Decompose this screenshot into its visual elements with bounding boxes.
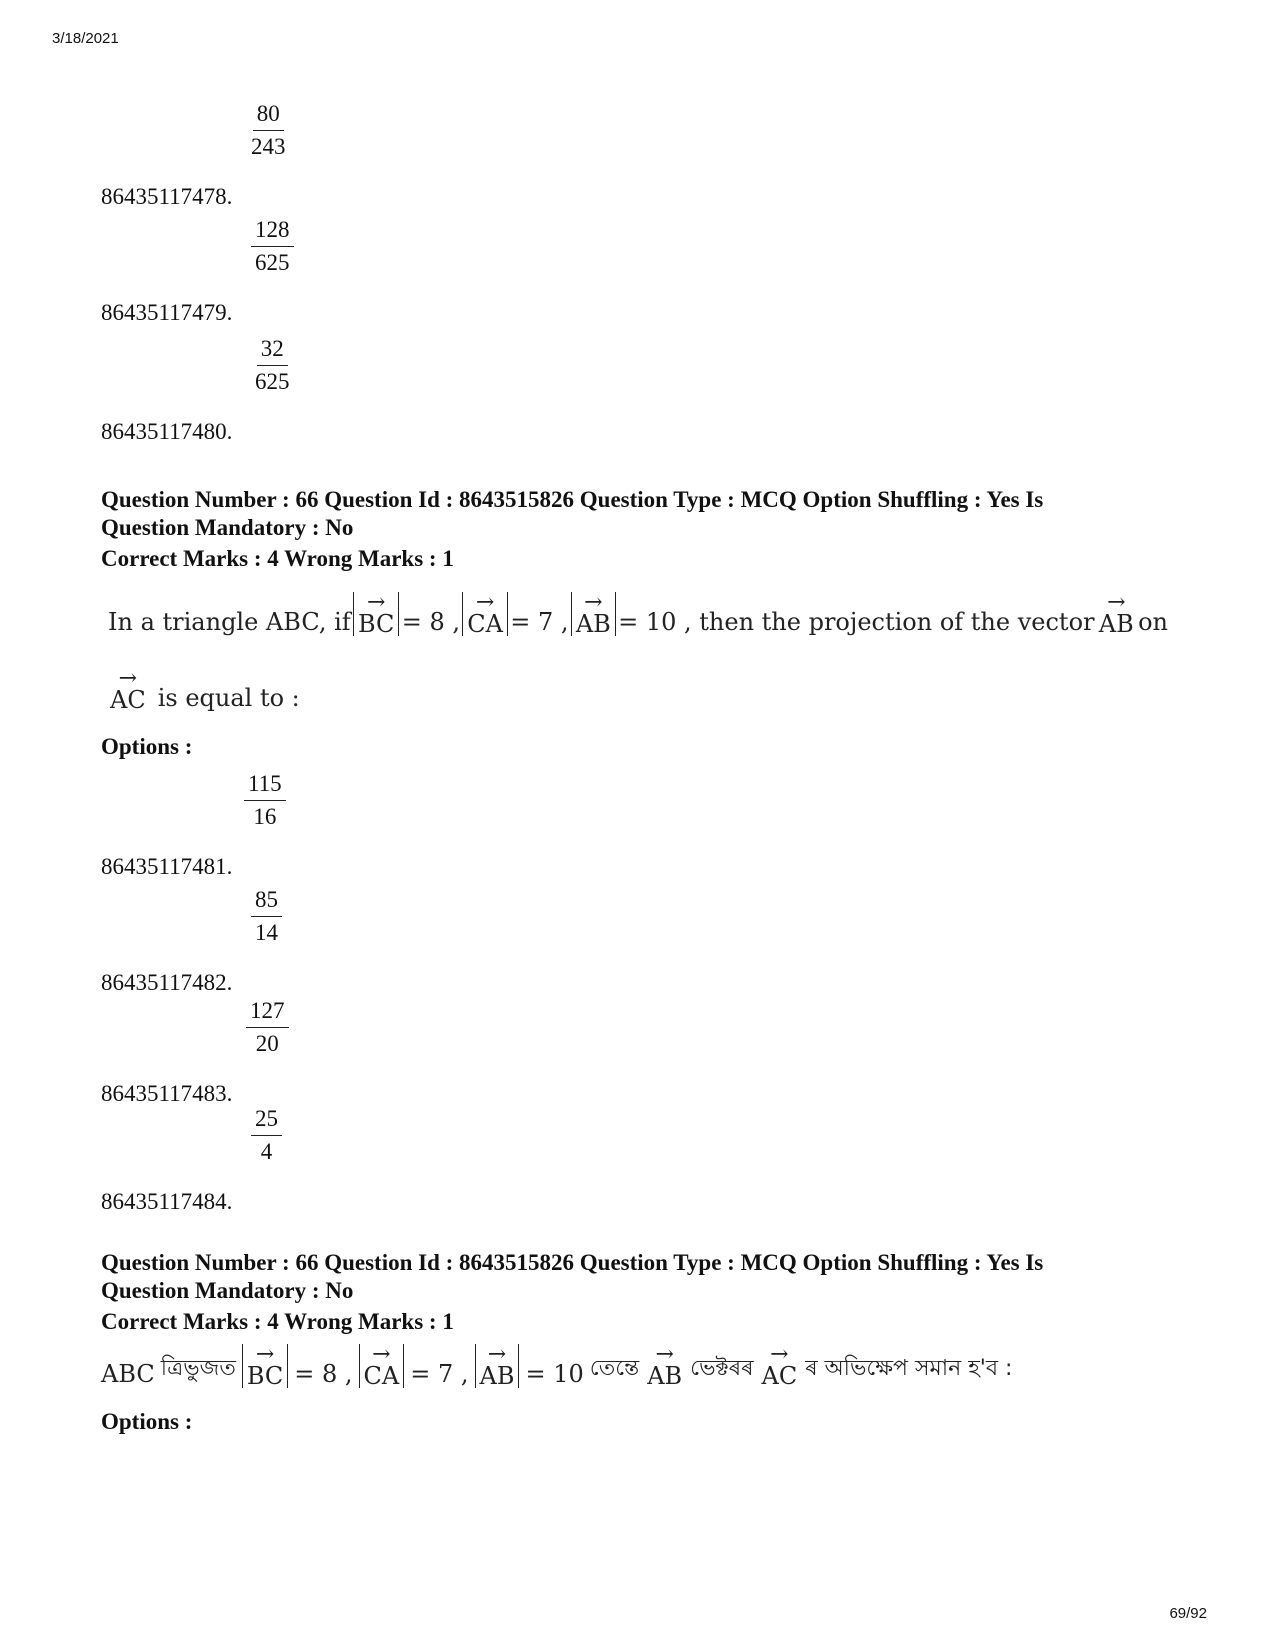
option-fraction: [244, 770, 286, 830]
fraction-denominator: 14: [255, 919, 278, 945]
option-item: [101, 997, 521, 1107]
vector-ca: CA: [363, 1362, 400, 1390]
option-id: 86435117484.: [101, 1189, 233, 1214]
vector-ab-2: → AB: [1098, 590, 1134, 638]
fraction-numerator: 32: [257, 335, 288, 366]
word-on: on: [1138, 608, 1168, 636]
question-header-line2: Question Mandatory : No: [101, 515, 354, 540]
option-item: [101, 216, 521, 326]
option-fraction: [251, 100, 286, 160]
option-item: [101, 770, 521, 880]
eq-7: = 7 ,: [410, 1360, 469, 1388]
vector-bc: BC: [246, 1362, 284, 1390]
fraction-numerator: 127: [246, 997, 289, 1028]
fraction-numerator: 80: [253, 100, 284, 131]
option-fraction: [251, 1105, 282, 1165]
magnitude-ca: → CA: [462, 592, 508, 636]
marks-line: Correct Marks : 4 Wrong Marks : 1: [101, 1309, 454, 1334]
eq-10-text: = 10 , then the projection of the vector: [618, 608, 1095, 636]
marks-line: Correct Marks : 4 Wrong Marks : 1: [101, 546, 454, 571]
vector-ab-2-label: AB: [647, 1362, 683, 1390]
vector-ca: CA: [467, 610, 503, 638]
question-text-line2: [108, 668, 300, 712]
word-tente: তেন্তে: [589, 1356, 640, 1381]
fraction-denominator: 625: [255, 368, 290, 394]
fraction-numerator: 115: [244, 770, 286, 801]
question-header-line1: Question Number : 66 Question Id : 8643515826 Question Type : MCQ Option Shuffling : Yes Is: [101, 487, 1044, 512]
eq-8: = 8 ,: [401, 608, 460, 636]
option-id: 86435117481.: [101, 854, 233, 879]
question-intro: In a triangle ABC, if: [108, 608, 351, 636]
fraction-numerator: 25: [251, 1105, 282, 1136]
magnitude-ab: → AB: [571, 592, 616, 636]
question-tail: is equal to :: [157, 684, 300, 712]
fraction-denominator: 16: [253, 803, 277, 829]
option-id: 86435117478.: [101, 184, 233, 209]
question-text-line1: [108, 592, 1168, 636]
triangle-abc: ABC: [101, 1360, 155, 1388]
vector-ac-label: AC: [110, 686, 146, 714]
option-id: 86435117480.: [101, 419, 233, 444]
option-item: [101, 100, 521, 210]
question-header: [101, 486, 1181, 542]
option-item: [101, 1105, 521, 1215]
question-text-assamese: [101, 1344, 1012, 1388]
option-id: 86435117479.: [101, 300, 233, 325]
option-fraction: [246, 997, 289, 1057]
option-item: [101, 335, 521, 445]
magnitude-ab: → AB: [475, 1344, 520, 1388]
vector-ac-label: AC: [761, 1362, 798, 1390]
word-trivujot: ত্ৰিভুজত: [160, 1356, 236, 1381]
print-date: 3/18/2021: [52, 30, 119, 47]
fraction-numerator: 128: [251, 216, 294, 247]
magnitude-bc: → BC: [242, 1344, 288, 1388]
vector-ac: → AC: [110, 666, 146, 714]
magnitude-bc: → BC: [353, 592, 399, 636]
fraction-denominator: 625: [255, 249, 290, 275]
vector-ab-2-label: AB: [1098, 610, 1134, 638]
vector-ab-2: → AB: [647, 1342, 683, 1390]
word-vectoror: ভেক্টৰৰ: [690, 1356, 754, 1381]
option-fraction: [251, 886, 282, 946]
eq-7: = 7 ,: [510, 608, 569, 636]
magnitude-ca: → CA: [359, 1344, 405, 1388]
question-header-line2: Question Mandatory : No: [101, 1278, 354, 1303]
question-header-line1: Question Number : 66 Question Id : 8643515826 Question Type : MCQ Option Shuffling : Yes Is: [101, 1250, 1044, 1275]
fraction-denominator: 4: [260, 1138, 273, 1164]
fraction-numerator: 85: [251, 886, 282, 917]
options-label: Options :: [101, 734, 193, 759]
option-fraction: [251, 216, 294, 276]
page-number: 69/92: [1169, 1605, 1207, 1622]
question-tail-assamese: ৰ অভিক্ষেপ সমান হ'ব :: [805, 1356, 1013, 1381]
eq-10: = 10: [525, 1360, 584, 1388]
vector-ab: AB: [575, 610, 611, 638]
vector-ac: → AC: [761, 1342, 798, 1390]
option-item: [101, 886, 521, 996]
eq-8: = 8 ,: [294, 1360, 353, 1388]
option-id: 86435117482.: [101, 970, 233, 995]
options-label: Options :: [101, 1409, 193, 1434]
option-id: 86435117483.: [101, 1081, 233, 1106]
fraction-denominator: 20: [255, 1030, 279, 1056]
question-header: [101, 1249, 1181, 1305]
vector-ab: AB: [479, 1362, 515, 1390]
option-fraction: [255, 335, 290, 395]
vector-bc: BC: [357, 610, 395, 638]
fraction-denominator: 243: [251, 133, 286, 159]
